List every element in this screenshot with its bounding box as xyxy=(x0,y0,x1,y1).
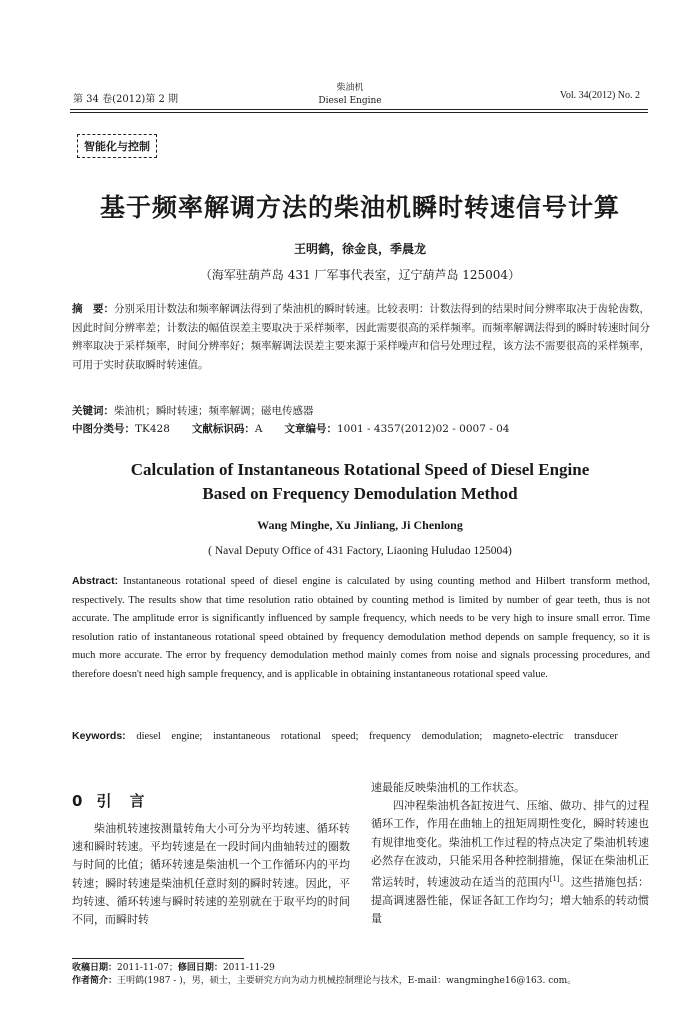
title-en-line2: Based on Frequency Demodulation Method xyxy=(202,484,518,503)
revised-label: 修回日期： xyxy=(177,963,223,973)
keywords-en xyxy=(72,727,650,747)
body-paragraph-left: 柴油机转速按测量转角大小可分为平均转速、循环转速和瞬时转速。平均转速是在一段时间内曲轴转过的圈数与时间的比值；循环转速是柴油机一个工作循环内的平均转速；瞬时转速是柴油机任意时刻的瞬时转速。因此，平均转速、循环转速与瞬时转速的差别就在于取平均的时间不同，而瞬时转 xyxy=(72,822,350,927)
body-paragraph-right-1: 速最能反映柴油机的工作状态。 xyxy=(371,781,525,794)
section-title-char-1: 引 xyxy=(96,792,112,810)
author-bio-label: 作者简介： xyxy=(72,976,118,986)
classification-line xyxy=(72,420,650,438)
journal-issue-en: Vol. 34(2012) No. 2 xyxy=(559,90,640,101)
section-heading-introduction xyxy=(72,790,144,811)
journal-name-cn: 柴油机 xyxy=(336,83,364,93)
clc-label: 中图分类号： xyxy=(72,423,135,435)
keywords-cn-text: 柴油机；瞬时转速；频率解调；磁电传感器 xyxy=(114,405,314,417)
abstract-en-label: Abstract: xyxy=(72,575,119,587)
affiliation-cn: （海军驻葫芦岛 431 厂军事代表室，辽宁葫芦岛 125004） xyxy=(199,268,521,282)
title-en-line1: Calculation of Instantaneous Rotational Speed of Diesel Engine xyxy=(130,460,590,479)
abstract-en-text: Instantaneous rotational speed of diesel engine is calculated by using counting method and Hilbert transform method, respectively. The results show that time resolution ratio obtained by counting method is limited by number of gear teeth, thus is not accurate. The amplitude error is significantly influenced by sample frequency, which needs to be very high to insure small error. Time resolution ratio of instantaneous rotational speed obtained by frequency demodulation method depends on sample frequency, so it is much more accurate. The error by frequency demodulation method mainly comes from noise and signals processing procedures, and therefore doesn't need high sample frequency, and is applicable in obtaining instantaneous rotational speed value. xyxy=(72,576,651,680)
body-paragraph-right-2-text-a: 四冲程柴油机各缸按进气、压缩、做功、排气的过程循环工作，作用在曲轴上的扭矩周期性变化，瞬时转速也有规律地变化。柴油机工作过程的特点决定了柴油机转速必然存在波动，只能采用各种控制措施，保证在柴油机正常运转时，转速波动在适当的范围内 xyxy=(371,799,649,889)
article-number-value: 1001 - 4357(2012)02 - 0007 - 04 xyxy=(336,423,510,435)
title-cn: 基于频率解调方法的柴油机瞬时转速信号计算 xyxy=(99,193,620,222)
body-column-left xyxy=(72,820,350,929)
header-rule xyxy=(70,109,648,110)
article-number-label: 文章编号： xyxy=(284,423,337,435)
keywords-cn xyxy=(72,402,650,420)
section-tag: 智能化与控制 xyxy=(77,134,157,158)
body-column-right xyxy=(371,779,649,928)
body-paragraph-right-2 xyxy=(371,797,649,928)
header-rule-double xyxy=(70,112,648,113)
clc-value: TK428 xyxy=(135,423,170,435)
authors-cn: 王明鹤，徐金良，季晨龙 xyxy=(293,242,426,256)
affiliation-en: ( Naval Deputy Office of 431 Factory, Liaoning Huludao 125004) xyxy=(208,545,512,557)
journal-name-en: Diesel Engine xyxy=(318,96,382,106)
abstract-cn-label: 摘 要： xyxy=(72,303,115,315)
received-date: 2011-11-07； xyxy=(117,963,178,973)
section-title-char-2: 言 xyxy=(129,792,145,810)
keywords-en-label: Keywords: xyxy=(72,730,126,742)
title-en xyxy=(60,458,660,506)
abstract-en xyxy=(72,572,650,684)
journal-issue-cn: 第 34 卷(2012)第 2 期 xyxy=(73,94,179,105)
doc-code-label: 文献标识码： xyxy=(191,423,255,435)
doc-code-value: A xyxy=(254,423,263,435)
footnote-dates xyxy=(72,962,275,975)
abstract-cn xyxy=(72,300,650,374)
body-paragraph-right-2-text-b: 。这些措施包括：提高调速器性能，保证各缸工作均匀；增大轴系的转动惯量 xyxy=(371,875,649,926)
footnote-author xyxy=(72,975,576,988)
footnote-rule xyxy=(72,958,244,959)
author-bio-text: 王明鹤(1987 - )，男，硕士，主要研究方向为动力机械控制理论与技术，E-mail：wangminghe16@163. com。 xyxy=(117,976,577,986)
authors-en: Wang Minghe, Xu Jinliang, Ji Chenlong xyxy=(257,518,463,532)
abstract-cn-text: 分别采用计数法和频率解调法得到了柴油机的瞬时转速。比较表明：计数法得到的结果时间分辨率取决于齿轮齿数，因此时间分辨率差；计数法的幅值误差主要取决于采样频率，因此需要很高的采样频率。而频率解调法得到的瞬时转速时间分辨率取决于采样频率，时间分辨率好；频率解调法误差主要来源于采样噪声和信号处理过程，该方法不需要很高的采样频率，可用于实时获取瞬时转速值。 xyxy=(72,303,651,371)
received-label: 收稿日期： xyxy=(72,963,118,973)
keywords-en-text: diesel engine; instantaneous rotational speed; frequency demodulation; magneto-electric transducer xyxy=(136,731,618,742)
citation-ref: [1] xyxy=(549,875,560,884)
section-number: 0 xyxy=(72,792,83,810)
journal-name xyxy=(290,82,410,108)
revised-date: 2011-11-29 xyxy=(222,963,275,973)
keywords-cn-label: 关键词： xyxy=(72,405,114,417)
